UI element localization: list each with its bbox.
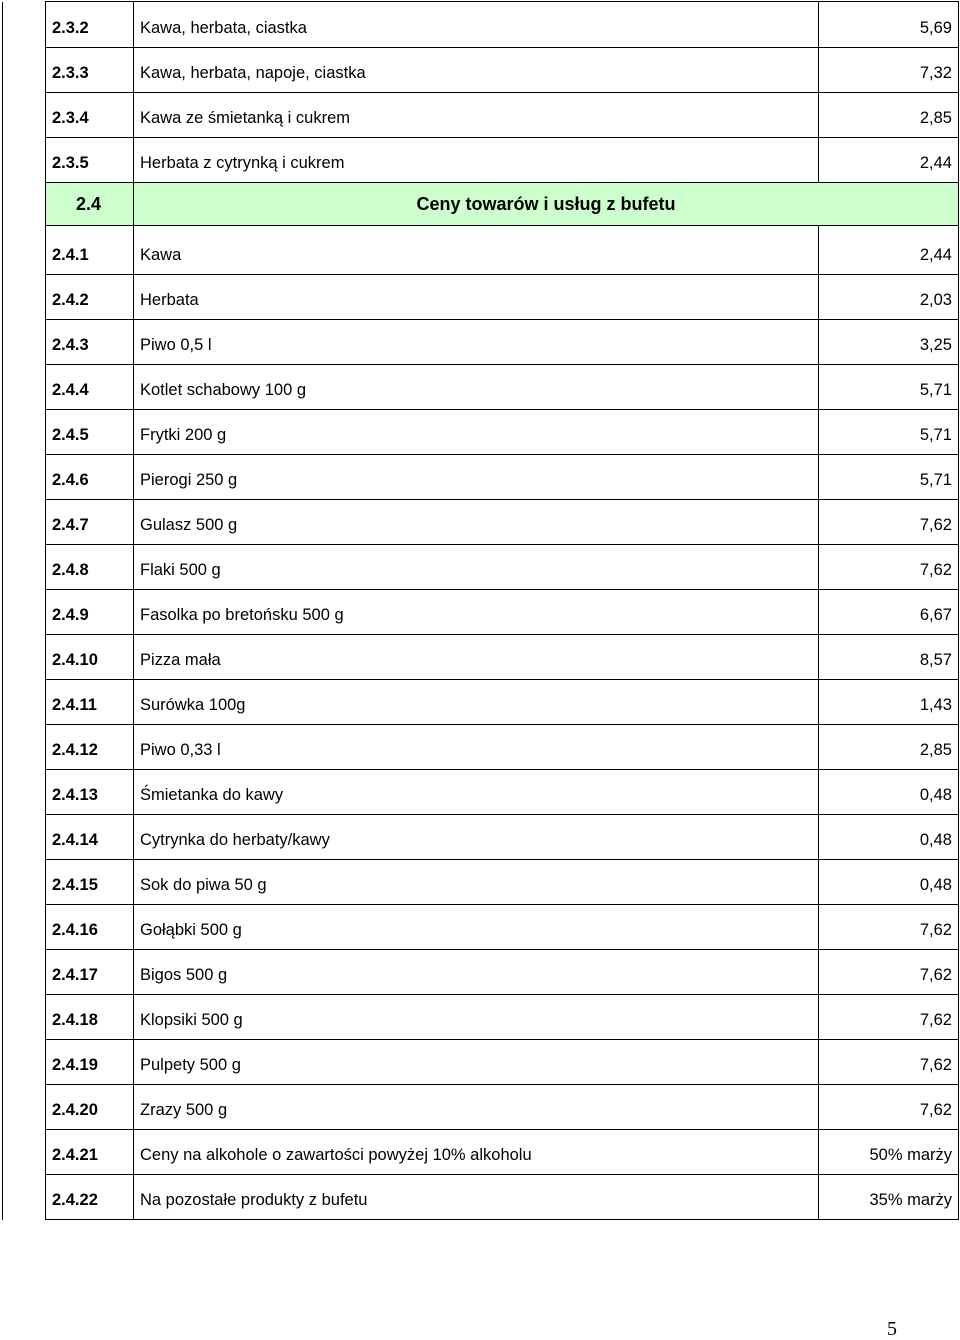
table-row xyxy=(3,1130,959,1175)
table-row xyxy=(3,950,959,995)
left-margin-cell xyxy=(3,1040,46,1085)
item-description: Cytrynka do herbaty/kawy xyxy=(134,815,819,860)
item-description: Piwo 0,33 l xyxy=(134,725,819,770)
item-price: 7,62 xyxy=(819,995,959,1040)
item-number: 2.4.20 xyxy=(46,1085,134,1130)
left-margin-cell xyxy=(3,725,46,770)
left-margin-cell xyxy=(3,1175,46,1220)
table-row xyxy=(3,1040,959,1085)
table-row xyxy=(3,815,959,860)
item-number: 2.3.5 xyxy=(46,138,134,183)
left-margin-cell xyxy=(3,183,46,226)
left-margin-cell xyxy=(3,138,46,183)
item-price: 6,67 xyxy=(819,590,959,635)
item-description: Kawa ze śmietanką i cukrem xyxy=(134,93,819,138)
item-number: 2.3.3 xyxy=(46,48,134,93)
left-margin-cell xyxy=(3,680,46,725)
table-row xyxy=(3,226,959,275)
item-number: 2.4.12 xyxy=(46,725,134,770)
item-number: 2.4.13 xyxy=(46,770,134,815)
table-row xyxy=(3,1175,959,1220)
item-number: 2.4.22 xyxy=(46,1175,134,1220)
item-number: 2.4.9 xyxy=(46,590,134,635)
left-margin-cell xyxy=(3,815,46,860)
section-header-row xyxy=(3,183,959,226)
table-row xyxy=(3,590,959,635)
left-margin-cell xyxy=(3,93,46,138)
item-number: 2.4.21 xyxy=(46,1130,134,1175)
item-price: 0,48 xyxy=(819,860,959,905)
left-margin-cell xyxy=(3,1130,46,1175)
item-price: 3,25 xyxy=(819,320,959,365)
table-row xyxy=(3,860,959,905)
item-price: 7,62 xyxy=(819,905,959,950)
item-description: Pierogi 250 g xyxy=(134,455,819,500)
left-margin-cell xyxy=(3,1085,46,1130)
item-price: 0,48 xyxy=(819,770,959,815)
item-description: Klopsiki 500 g xyxy=(134,995,819,1040)
item-description: Kawa, herbata, napoje, ciastka xyxy=(134,48,819,93)
item-description: Kawa xyxy=(134,226,819,275)
rows-bottom xyxy=(3,226,959,1220)
page-number: 5 xyxy=(887,1318,897,1340)
left-margin-cell xyxy=(3,995,46,1040)
rows-top xyxy=(3,2,959,226)
table-row xyxy=(3,725,959,770)
item-price: 7,62 xyxy=(819,950,959,995)
item-description: Herbata z cytrynką i cukrem xyxy=(134,138,819,183)
item-description: Frytki 200 g xyxy=(134,410,819,455)
item-number: 2.4.4 xyxy=(46,365,134,410)
item-number: 2.3.4 xyxy=(46,93,134,138)
item-number: 2.4.14 xyxy=(46,815,134,860)
item-price: 50% marży xyxy=(819,1130,959,1175)
item-price: 1,43 xyxy=(819,680,959,725)
item-number: 2.4.1 xyxy=(46,226,134,275)
left-margin-cell xyxy=(3,905,46,950)
left-margin-cell xyxy=(3,635,46,680)
item-description: Herbata xyxy=(134,275,819,320)
table-row xyxy=(3,93,959,138)
item-number: 2.4.8 xyxy=(46,545,134,590)
item-price: 2,03 xyxy=(819,275,959,320)
item-price: 2,44 xyxy=(819,226,959,275)
section-number: 2.4 xyxy=(46,183,134,226)
item-number: 2.4.16 xyxy=(46,905,134,950)
item-price: 5,71 xyxy=(819,455,959,500)
left-margin-cell xyxy=(3,320,46,365)
item-number: 2.4.10 xyxy=(46,635,134,680)
left-margin-cell xyxy=(3,500,46,545)
left-margin-cell xyxy=(3,226,46,275)
left-margin-cell xyxy=(3,545,46,590)
left-margin-cell xyxy=(3,365,46,410)
item-description: Flaki 500 g xyxy=(134,545,819,590)
left-margin-cell xyxy=(3,275,46,320)
table-row xyxy=(3,1085,959,1130)
item-description: Zrazy 500 g xyxy=(134,1085,819,1130)
item-description: Na pozostałe produkty z bufetu xyxy=(134,1175,819,1220)
table-row xyxy=(3,500,959,545)
table-row xyxy=(3,455,959,500)
item-number: 2.4.11 xyxy=(46,680,134,725)
left-margin-cell xyxy=(3,950,46,995)
left-margin-cell xyxy=(3,770,46,815)
item-price: 7,32 xyxy=(819,48,959,93)
price-table xyxy=(2,1,959,1220)
item-description: Pulpety 500 g xyxy=(134,1040,819,1085)
table-row xyxy=(3,635,959,680)
item-description: Kawa, herbata, ciastka xyxy=(134,2,819,48)
item-price: 7,62 xyxy=(819,1085,959,1130)
item-description: Sok do piwa 50 g xyxy=(134,860,819,905)
table-row xyxy=(3,365,959,410)
item-price: 8,57 xyxy=(819,635,959,680)
item-description: Surówka 100g xyxy=(134,680,819,725)
item-description: Fasolka po bretońsku 500 g xyxy=(134,590,819,635)
item-number: 2.4.2 xyxy=(46,275,134,320)
item-number: 2.4.7 xyxy=(46,500,134,545)
left-margin-cell xyxy=(3,590,46,635)
item-description: Ceny na alkohole o zawartości powyżej 10% alkoholu xyxy=(134,1130,819,1175)
table-row xyxy=(3,2,959,48)
left-margin-cell xyxy=(3,2,46,48)
item-price: 2,85 xyxy=(819,725,959,770)
item-price: 5,71 xyxy=(819,365,959,410)
item-price: 35% marży xyxy=(819,1175,959,1220)
item-number: 2.4.17 xyxy=(46,950,134,995)
table-row xyxy=(3,995,959,1040)
table-row xyxy=(3,545,959,590)
item-number: 2.4.3 xyxy=(46,320,134,365)
section-title: Ceny towarów i usług z bufetu xyxy=(134,183,959,226)
item-number: 2.4.5 xyxy=(46,410,134,455)
item-description: Gołąbki 500 g xyxy=(134,905,819,950)
item-number: 2.3.2 xyxy=(46,2,134,48)
item-description: Pizza mała xyxy=(134,635,819,680)
table-row xyxy=(3,905,959,950)
item-description: Gulasz 500 g xyxy=(134,500,819,545)
table-row xyxy=(3,320,959,365)
left-margin-cell xyxy=(3,48,46,93)
item-price: 5,69 xyxy=(819,2,959,48)
item-description: Piwo 0,5 l xyxy=(134,320,819,365)
table-row xyxy=(3,138,959,183)
item-description: Śmietanka do kawy xyxy=(134,770,819,815)
item-number: 2.4.19 xyxy=(46,1040,134,1085)
item-description: Kotlet schabowy 100 g xyxy=(134,365,819,410)
item-price: 0,48 xyxy=(819,815,959,860)
table-row xyxy=(3,275,959,320)
item-description: Bigos 500 g xyxy=(134,950,819,995)
table-row xyxy=(3,48,959,93)
item-price: 2,44 xyxy=(819,138,959,183)
item-number: 2.4.18 xyxy=(46,995,134,1040)
item-price: 2,85 xyxy=(819,93,959,138)
table-row xyxy=(3,770,959,815)
item-price: 7,62 xyxy=(819,500,959,545)
left-margin-cell xyxy=(3,455,46,500)
item-number: 2.4.15 xyxy=(46,860,134,905)
left-margin-cell xyxy=(3,410,46,455)
item-number: 2.4.6 xyxy=(46,455,134,500)
table-row xyxy=(3,410,959,455)
item-price: 7,62 xyxy=(819,1040,959,1085)
item-price: 5,71 xyxy=(819,410,959,455)
left-margin-cell xyxy=(3,860,46,905)
table-row xyxy=(3,680,959,725)
item-price: 7,62 xyxy=(819,545,959,590)
